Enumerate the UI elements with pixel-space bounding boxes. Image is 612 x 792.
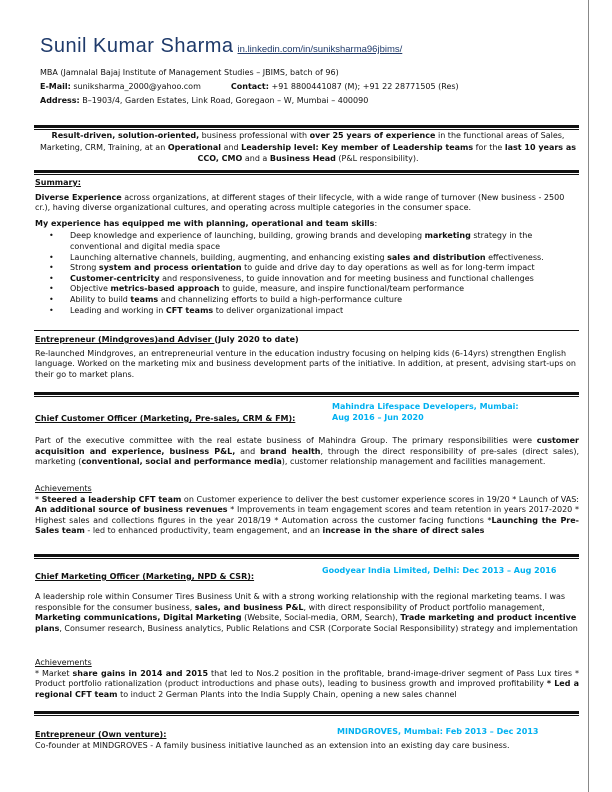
address-label: Address: [40, 96, 80, 105]
intro-paragraph [38, 130, 578, 165]
text-segment: * Market [35, 668, 73, 678]
candidate-name: Sunil Kumar Sharma [40, 35, 234, 57]
cmo-achievements [35, 669, 579, 701]
cco-achievements [35, 495, 579, 537]
linkedin-link[interactable]: in.linkedin.com/in/suniksharma96jbims/ [237, 44, 403, 55]
text-segment: Ability to build [70, 294, 131, 304]
text-segment: , with direct responsibility of Product portfolio management, [303, 602, 545, 612]
divider [34, 330, 579, 331]
bold-text: sales and distribution [387, 252, 486, 262]
text-segment: to induct 2 German Plants into the India Supply Chain, opening a new sales channel [117, 689, 457, 699]
bold-text: Diverse Experience [35, 192, 122, 202]
text-segment: Leading and working in [70, 305, 166, 315]
skill-bullet [35, 263, 579, 274]
text-segment: : [374, 218, 378, 228]
bold-text: over 25 years of experience [309, 131, 436, 140]
text-segment: strategy in the conventional and digital media space [70, 231, 533, 251]
skill-bullet [35, 295, 579, 306]
divider [34, 392, 579, 395]
bold-text: system and process orientation [98, 263, 242, 273]
bold-text: increase in the share of direct sales [322, 526, 485, 536]
text-segment: , Consumer research, Business analytics, Public Relations and CSR (Corporate Social Responsibility) strategy and implementation [59, 623, 578, 633]
text-segment: * [35, 494, 42, 504]
text-segment: and channelizing efforts to build a high-performance culture [158, 294, 403, 304]
text-segment: - led to enhanced productivity, team engagement, and an [84, 526, 323, 536]
skill-bullet [35, 274, 579, 285]
divider [34, 554, 579, 557]
bold-text: share gains in 2014 and 2015 [72, 668, 209, 678]
text-segment: and [235, 446, 261, 456]
bold-text: marketing [424, 231, 471, 241]
address-row [40, 94, 368, 108]
skills-intro [35, 219, 579, 230]
job-adviser [35, 335, 579, 380]
skill-bullet [35, 231, 579, 252]
job-title-mindgroves: Entrepreneur (Own venture): [35, 730, 167, 739]
text-segment: and [221, 142, 242, 152]
job-title-cmo: Chief Marketing Officer (Marketing, NPD & CSR): [35, 572, 255, 581]
bold-text: Result-driven, solution-oriented, [51, 131, 200, 140]
bold-text: An additional source of business revenues [35, 505, 228, 515]
mindgroves-description: Co-founder at MINDGROVES - A family business initiative launched as an extension into an existing day care business. [35, 741, 510, 750]
text-segment: , through the direct responsibility of pre-sales (direct sales), marketing ( [35, 446, 580, 467]
education: MBA (Jamnalal Bajaj Institute of Management Studies – JBIMS, batch of 96) [40, 68, 339, 77]
divider [34, 170, 579, 173]
email-label: E-Mail: [40, 82, 71, 91]
summary-section [35, 178, 579, 316]
email[interactable]: suniksharma_2000@yahoo.com [73, 82, 201, 91]
text-segment: * Improvements in team engagement scores and team retention in years 2017-2020 * Highest sales and collections figures in the year 2018/19 * Automation across the customer facing functions * [35, 505, 579, 525]
text-segment: Launching alternative channels, building, augmenting, and enhancing existing [70, 252, 388, 262]
bold-text: conventional, social and performance media [81, 457, 282, 467]
text-segment: to guide and drive day to day operations as well as for long-term impact [241, 263, 535, 273]
bold-text: Customer-centricity [70, 273, 160, 283]
contact-row [40, 80, 459, 94]
text-segment: to deliver organizational impact [213, 305, 344, 315]
bold-text: My experience has equipped me with planning, operational and team skills [35, 218, 375, 228]
text-segment: that led to Nos.2 position in the profitable, brand-image-driver segment of Pass Lux tires * Product portfolio rationalization (product introductions and phase outs), leading to business growth and improved profitability [35, 668, 580, 689]
bold-text: Operational [167, 142, 222, 152]
page-edge [588, 0, 589, 792]
cmo-description [35, 592, 579, 634]
diverse-experience [35, 193, 579, 214]
text-segment: and responsiveness, to guide innovation and for meeting business and functional challenges [159, 273, 534, 283]
skill-bullet [35, 284, 579, 295]
text-segment: A leadership role within Consumer Tires Business Unit & with a strong working relationship with the regional marketing teams. I was responsible for the consumer business, [35, 592, 566, 612]
text-segment: across organizations, at different stages of their lifecycle, with a wide range of turnover (New business - 2500 cr.), having diverse organizational cultures, and operating across multiple categories in the consumer space. [35, 192, 565, 213]
text-segment: for the [473, 142, 505, 152]
achievements-label: Achievements [35, 658, 92, 667]
text-segment: Deep knowledge and experience of launching, building, growing brands and developing [70, 231, 425, 241]
text-segment: Strong [70, 263, 99, 273]
job-description: Re-launched Mindgroves, an entrepreneurial venture in the education industry focusing on helping kids (6-14yrs) strengthen English language. Worked on the marketing mix and business development parts of the initiative. In addition, at present, advising start-ups on their go to market plans. [35, 348, 576, 379]
summary-title: Summary: [35, 178, 81, 187]
divider [34, 125, 579, 128]
text-segment: Part of the executive committee with the real estate business of Mahindra Group. The primary responsibilities were [35, 436, 537, 445]
text-segment: to guide, measure, and inspire functional/team performance [219, 284, 465, 294]
bold-text: customer acquisition and experience, business P&L, [35, 436, 579, 456]
bold-text: Trade marketing and product incentive plans [35, 613, 577, 633]
phone: +91 8800441087 (M); +91 22 28771505 (Res) [271, 82, 459, 91]
company-mindgroves: MINDGROVES, Mumbai: Feb 2013 – Dec 2013 [337, 727, 539, 736]
cmo-achievements-section [35, 658, 579, 700]
contact-label: Contact: [230, 82, 269, 91]
text-segment: Objective [70, 284, 111, 294]
text-segment: ), customer relationship management and facilities management. [281, 457, 546, 467]
text-segment: in the functional areas of Sales, Marketing, CRM, Training, at an [39, 131, 565, 152]
skills-list [35, 231, 579, 316]
bold-text: Marketing communications, Digital Marketing [35, 613, 242, 623]
bold-text: sales, and business P&L [194, 602, 304, 612]
job-title: Entrepreneur (Mindgroves)and Adviser [35, 335, 215, 344]
text-segment: on Customer experience to deliver the best customer experience scores in 19/20 * Launch of VAS: [181, 494, 579, 504]
skill-bullet [35, 306, 579, 317]
bold-text: teams [130, 294, 159, 304]
cco-description [35, 436, 579, 468]
bold-text: brand health [260, 446, 321, 456]
bold-text: Leadership level: Key member of Leadership teams [241, 142, 474, 152]
achievements-label: Achievements [35, 484, 92, 493]
bold-text: * Led a regional CFT team [35, 679, 579, 699]
text-segment: (P&L responsibility). [335, 154, 419, 163]
bold-text: metrics-based approach [110, 284, 220, 294]
cco-achievements-section [35, 484, 579, 537]
job-period: (July 2020 to date) [214, 335, 299, 344]
company-cco: Mahindra Lifespace Developers, Mumbai: Aug 2016 – Jun 2020 [332, 402, 519, 422]
text-segment: business professional with [199, 131, 310, 140]
divider [34, 711, 579, 714]
text-segment: effectiveness. [485, 252, 544, 262]
skill-bullet [35, 253, 579, 264]
bold-text: CFT teams [165, 305, 214, 315]
text-segment: and a [242, 154, 270, 163]
text-segment: (Website, Social-media, ORM, Search), [241, 613, 401, 623]
bold-text: Business Head [269, 154, 336, 163]
bold-text: last 10 years as CCO, CMO [197, 142, 577, 163]
job-title-cco: Chief Customer Officer (Marketing, Pre-sales, CRM & FM): [35, 414, 296, 423]
address: B–1903/4, Garden Estates, Link Road, Goregaon – W, Mumbai – 400090 [82, 96, 369, 105]
bold-text: Launching the Pre-Sales team [35, 515, 579, 536]
header-name-row [40, 34, 402, 62]
company-cmo: Goodyear India Limited, Delhi: Dec 2013 – Aug 2016 [322, 566, 557, 575]
bold-text: Steered a leadership CFT team [41, 494, 182, 504]
